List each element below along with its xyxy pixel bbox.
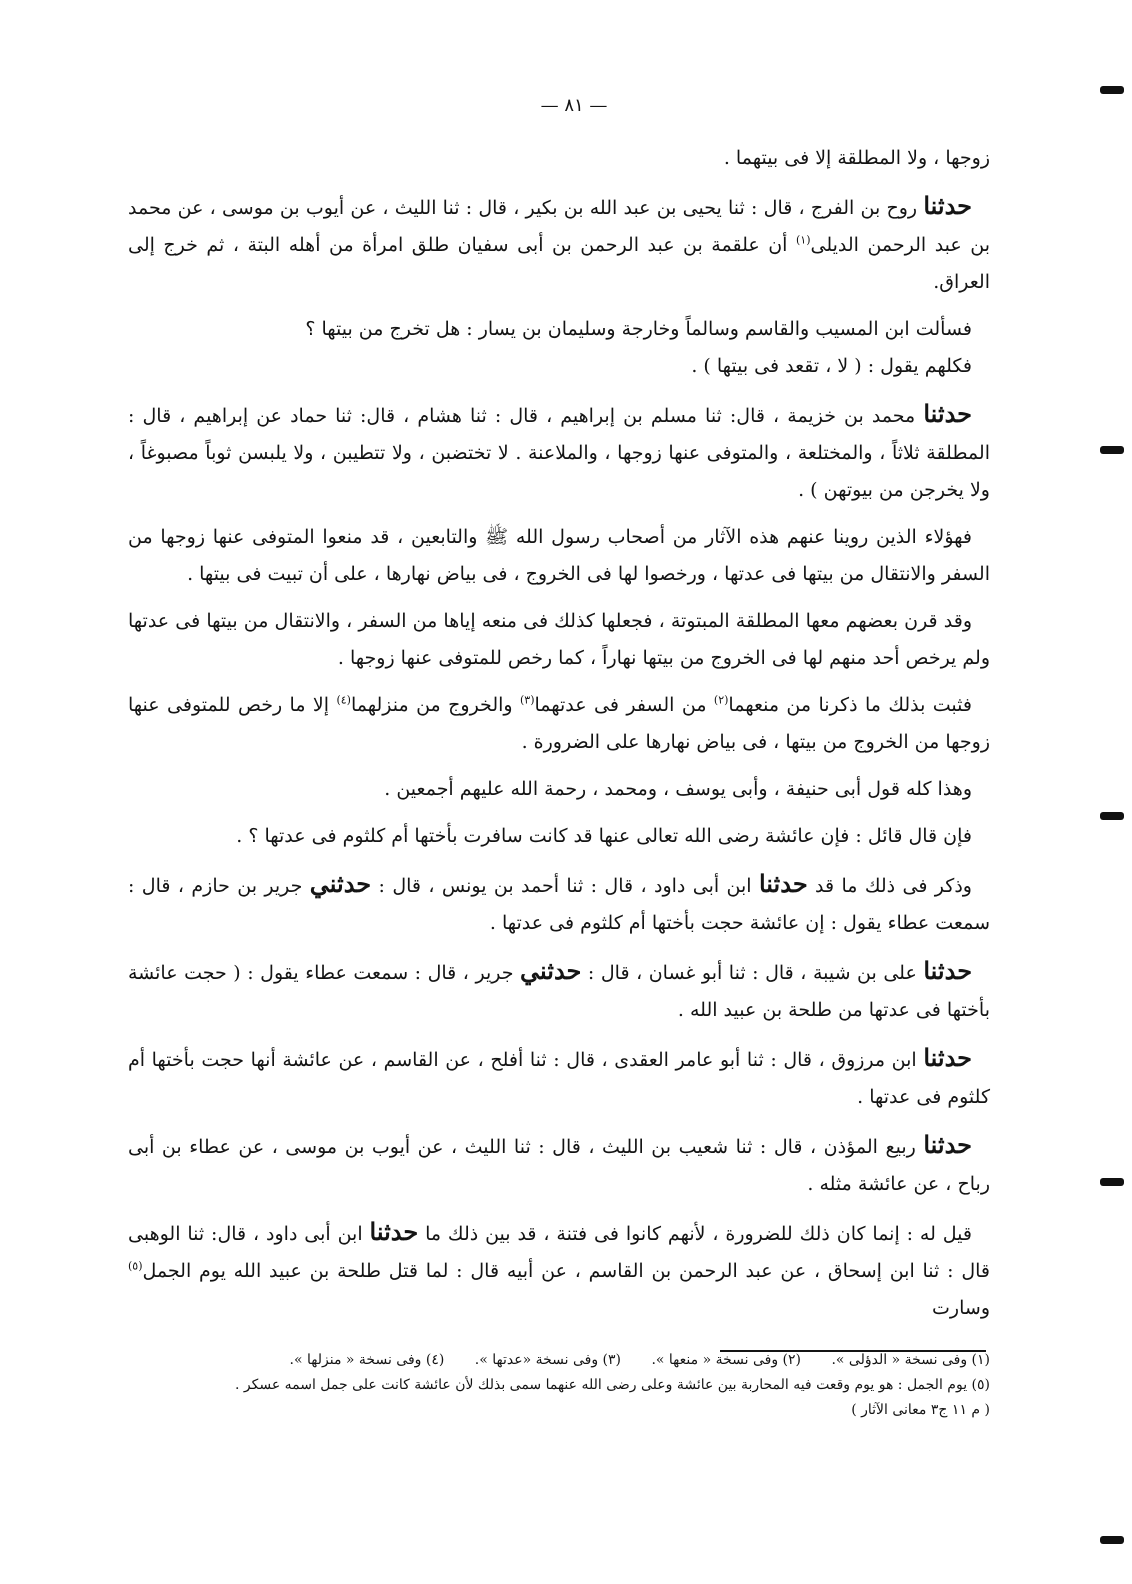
paragraph-text: والخروج من منزلهما (350, 694, 513, 716)
hadith-marker: حدثنا (369, 1217, 419, 1246)
hadith-marker: حدثنا (923, 399, 972, 428)
paragraph-text: ابن مرزوق ، قال : ثنا أبو عامر العقدى ، قال : ثنا أفلح ، عن القاسم ، عن عائشة أنها حجت بأختها أم كلثوم فى عدتها . (128, 1049, 990, 1108)
paragraph-text: وسارت (932, 1297, 990, 1319)
paragraph-text: قيل له : إنما كان ذلك للضرورة ، لأنهم كانوا فى فتنة ، قد بين ذلك ما (425, 1223, 972, 1245)
hadith-marker-variant: حدثني (309, 869, 372, 898)
paragraph-text: وذكر فى ذلك ما قد (815, 875, 972, 897)
hadith-paragraph (128, 187, 990, 301)
footnote-5: (٥) يوم الجمل : هو يوم وقعت فيه المحاربة بين عائشة وعلى رضى الله عنهما سمى بذلك لأن عائشة كانت على جمل اسمه عسكر . (234, 1377, 990, 1393)
hadith-marker: حدثنا (758, 869, 808, 898)
footnote-3: (٣) وفى نسخة «عدتها ». (474, 1352, 621, 1368)
paragraph (128, 687, 990, 761)
paragraph (128, 818, 990, 855)
page-number: — ٨١ — (540, 95, 608, 116)
footnote-4: (٤) وفى نسخة « منزلها ». (289, 1352, 445, 1368)
signature-line: ( م ١١ ج٣ معانى الآثار ) (851, 1402, 990, 1418)
paragraph-text: من السفر فى عدتهما (534, 694, 707, 716)
paragraph (128, 140, 990, 177)
scan-edge-mark (1100, 86, 1124, 94)
paragraph (128, 865, 990, 942)
paragraph-text: ابن أبى داود ، قال : ثنا أحمد بن يونس ، قال : (378, 875, 752, 897)
paragraph-text: جرير بن حازم ، قال : سمعت عطاء يقول : إن عائشة حجت بأختها أم كلثوم فى عدتها . (128, 875, 990, 934)
footnote-ref[interactable]: (٥) (128, 1259, 143, 1273)
paragraph (128, 771, 990, 808)
paragraph (128, 1213, 990, 1327)
footnote-2: (٢) وفى نسخة « منعها ». (651, 1352, 801, 1368)
paragraph-text: إلا ما رخص للمتوفى عنها زوجها من الخروج من بيتها ، فى بياض نهارها على الضرورة . (128, 694, 990, 753)
hadith-marker-variant: حدثني (520, 956, 582, 985)
paragraph-text: فكلهم يقول : ( لا ، تقعد فى بيتها ) . (691, 355, 972, 377)
page-body (128, 88, 990, 1337)
hadith-paragraph (128, 1039, 990, 1116)
paragraph-text: وقد قرن بعضهم معها المطلقة المبتوتة ، فجعلها كذلك فى منعه إياها من السفر ، والانتقال من بيتها فى عدتها ولم يرخص أحد منهم لها فى الخروج من بيتها نهاراً ، كما رخص للمتوفى عنها زوجها . (128, 610, 990, 669)
footnote-ref[interactable]: (٣) (519, 693, 535, 707)
paragraph-text: فسألت ابن المسيب والقاسم وسالماً وخارجة وسليمان بن يسار : هل تخرج من بيتها ؟ (305, 318, 972, 340)
hadith-paragraph (128, 952, 990, 1029)
scan-edge-mark (1100, 812, 1124, 820)
paragraph-text: على بن شيبة ، قال : ثنا أبو غسان ، قال : (587, 962, 917, 984)
hadith-marker: حدثنا (923, 1043, 972, 1072)
paragraph-text: روح بن الفرج ، قال : ثنا يحيى بن عبد الله بن بكير ، قال : ثنا الليث ، عن أيوب بن موسى ، عن محمد بن عبد الرحمن الديلى (128, 197, 990, 256)
scan-edge-mark (1100, 446, 1124, 454)
paragraph-text: فإن قال قائل : فإن عائشة رضى الله تعالى عنها قد كانت سافرت بأختها أم كلثوم فى عدتها ؟ . (236, 825, 972, 847)
scan-edge-mark (1100, 1536, 1124, 1544)
hadith-paragraph (128, 1126, 990, 1203)
paragraph-text: محمد بن خزيمة ، قال: ثنا مسلم بن إبراهيم ، قال : ثنا هشام ، قال: ثنا حماد عن إبراهيم ، قال : المطلقة ثلاثاً ، والمختلعة ، والمتوفى عنها زوجها ، والملاعنة . لا تختضبن ، ولا تتطيبن ، ولا يلبسن ثوباً مصبوغاً ، ولا يخرجن من بيوتهن ) . (128, 405, 990, 501)
paragraph-text: فثبت بذلك ما ذكرنا من منعهما (728, 694, 972, 716)
footnote-line (128, 1348, 990, 1373)
paragraph-text: أن علقمة بن عبد الرحمن بن أبى سفيان طلق امرأة من أهله البتة ، ثم خرج إلى العراق. (128, 234, 990, 293)
paragraph (128, 311, 990, 348)
footnote-ref[interactable]: (٢) (713, 693, 729, 707)
paragraph-text: ربيع المؤذن ، قال : ثنا شعيب بن الليث ، قال : ثنا الليث ، عن أيوب بن موسى ، عن عطاء بن أبى رباح ، عن عائشة مثله . (128, 1136, 990, 1195)
scan-edge-mark (1100, 1178, 1124, 1186)
paragraph (128, 519, 990, 593)
footnotes (128, 1348, 990, 1423)
paragraph (128, 603, 990, 677)
paragraph-text: زوجها ، ولا المطلقة إلا فى بيتهما . (723, 147, 990, 169)
paragraph (128, 348, 990, 385)
hadith-paragraph (128, 395, 990, 509)
footnote-ref[interactable]: (٤) (336, 693, 351, 707)
footnote-1: (١) وفى نسخة « الدؤلى ». (831, 1352, 990, 1368)
paragraph-text: جرير ، قال : سمعت عطاء يقول : ( حجت عائشة بأختها فى عدتها من طلحة بن عبيد الله . (128, 962, 990, 1021)
hadith-marker: حدثنا (923, 191, 972, 220)
footnote-ref[interactable]: (١) (795, 233, 811, 247)
paragraph-text: ابن أبى داود ، قال: ثنا الوهبى قال : ثنا ابن إسحاق ، عن عبد الرحمن بن القاسم ، عن أبيه قال : لما قتل طلحة بن عبيد الله يوم الجمل (128, 1223, 990, 1282)
paragraph-text: وهذا كله قول أبى حنيفة ، وأبى يوسف ، ومحمد ، رحمة الله عليهم أجمعين . (384, 778, 972, 800)
hadith-marker: حدثنا (923, 956, 973, 985)
paragraph-text: فهؤلاء الذين روينا عنهم هذه الآثار من أصحاب رسول الله ﷺ والتابعين ، قد منعوا المتوفى عنها زوجها من السفر والانتقال من بيتها فى عدتها ، ورخصوا لها فى الخروج ، فى بياض نهارها ، على أن تبيت فى بيتها . (128, 526, 990, 585)
hadith-marker: حدثنا (923, 1130, 972, 1159)
